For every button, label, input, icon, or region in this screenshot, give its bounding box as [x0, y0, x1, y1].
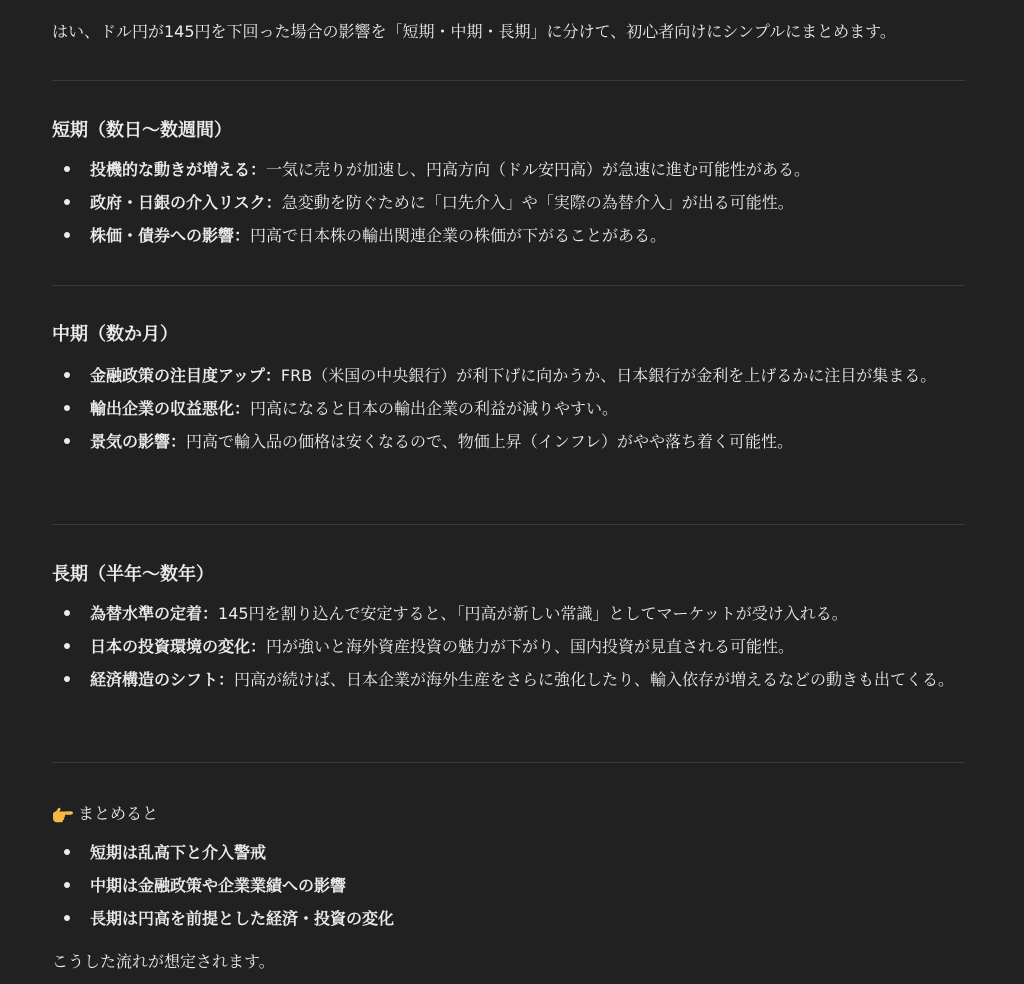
item-label: 投機的な動きが増える：: [90, 160, 267, 179]
summary-item: 長期は円高を前提とした経済・投資の変化: [90, 909, 395, 928]
intro-text: はい、ドル円が145円を下回った場合の影響を「短期・中期・長期」に分けて、初心者向けにシンプルにまとめます。: [52, 22, 896, 41]
long-term-list: [52, 597, 965, 696]
item-text: 一気に売りが加速し、円高方向（ドル安円高）が急速に進む可能性がある。: [266, 160, 811, 179]
pointing-hand-icon: [52, 805, 74, 823]
divider: [52, 285, 965, 286]
item-text: FRB（米国の中央銀行）が利下げに向かうか、日本銀行が金利を上げるかに注目が集まる。: [280, 366, 937, 385]
list-item: [52, 153, 965, 186]
section-title-mid-term: 中期（数か月）: [52, 324, 178, 345]
summary-heading-text: まとめると: [78, 804, 159, 823]
item-text: 145円を割り込んで安定すると、「円高が新しい常識」としてマーケットが受け入れる。: [218, 604, 848, 623]
divider: [52, 524, 965, 525]
outro-text: こうした流れが想定されます。: [52, 952, 275, 971]
item-label: 日本の投資環境の変化：: [90, 637, 267, 656]
summary-item: 短期は乱高下と介入警戒: [90, 843, 267, 862]
list-item: [52, 597, 965, 630]
summary-item: 中期は金融政策や企業業績への影響: [90, 876, 347, 895]
divider: [52, 80, 965, 81]
divider: [52, 762, 965, 763]
list-item: [52, 836, 965, 869]
item-label: 金融政策の注目度アップ：: [90, 366, 281, 385]
list-item: [52, 869, 965, 902]
list-item: [52, 359, 965, 392]
list-item: [52, 219, 965, 252]
section-title-long-term: 長期（半年〜数年）: [52, 564, 214, 585]
list-item: [52, 392, 965, 425]
list-item: [52, 663, 965, 696]
mid-term-list: [52, 359, 965, 458]
item-text: 円が強いと海外資産投資の魅力が下がり、国内投資が見直される可能性。: [266, 637, 795, 656]
list-item: [52, 902, 965, 935]
section-title-short-term: 短期（数日〜数週間）: [52, 120, 232, 141]
item-label: 株価・債券への影響：: [90, 226, 251, 245]
item-label: 輸出企業の収益悪化：: [90, 399, 251, 418]
list-item: [52, 186, 965, 219]
summary-list: [52, 836, 965, 935]
summary-heading: [52, 802, 158, 826]
item-text: 円高が続けば、日本企業が海外生産をさらに強化したり、輸入依存が増えるなどの動きも出てくる。: [234, 670, 955, 689]
item-label: 為替水準の定着：: [90, 604, 219, 623]
list-item: [52, 630, 965, 663]
item-label: 景気の影響：: [90, 432, 187, 451]
item-text: 円高になると日本の輸出企業の利益が減りやすい。: [250, 399, 619, 418]
item-text: 円高で輸入品の価格は安くなるので、物価上昇（インフレ）がやや落ち着く可能性。: [186, 432, 794, 451]
short-term-list: [52, 153, 965, 252]
item-label: 経済構造のシフト：: [90, 670, 235, 689]
item-label: 政府・日銀の介入リスク：: [90, 193, 282, 212]
item-text: 急変動を防ぐために「口先介入」や「実際の為替介入」が出る可能性。: [281, 193, 794, 212]
list-item: [52, 425, 965, 458]
item-text: 円高で日本株の輸出関連企業の株価が下がることがある。: [250, 226, 667, 245]
